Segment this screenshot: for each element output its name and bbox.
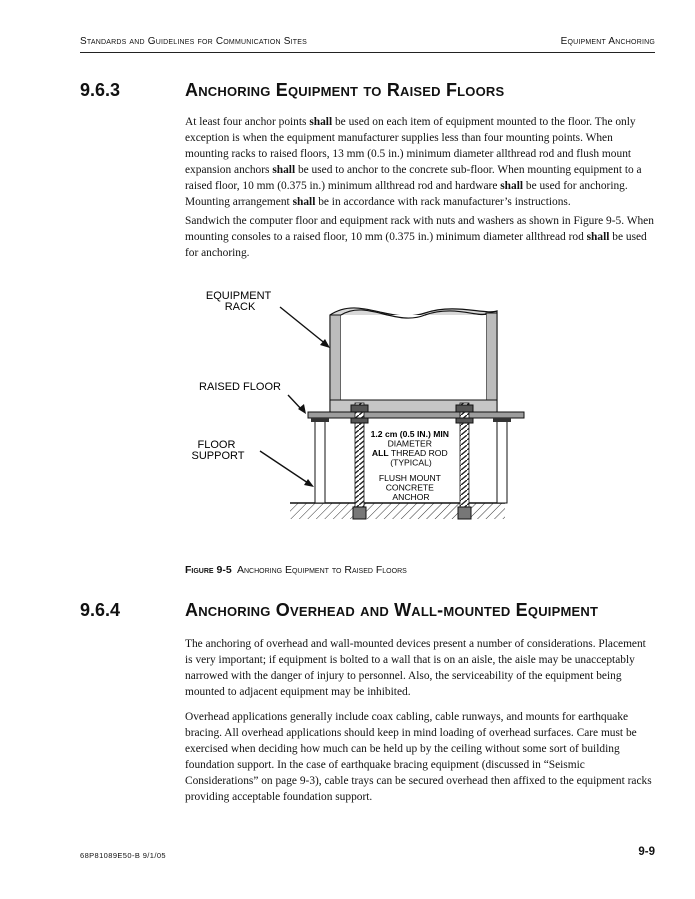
label-thread-rod: 1.2 cm (0.5 IN.) MIN DIAMETER ALL THREAD ROD (TYPICAL) [370,429,449,468]
header-chapter-title: Equipment Anchoring [560,36,655,47]
paragraph-964-2: Overhead applications generally include coax cabling, cable runways, and mounts for earthquake bracing. All overhead applications should keep in mind loading of overhead surfaces. Care must be exercised when deciding how much can be held up by the ceiling without some sort of building foundation support. In the case of earthquake bracing equipment (discussed in “Seismic Considerations” on page 9-3), cable trays can be secured overhead then affixed to the equipment racks providing acceptable foundation support. [185,711,652,803]
header-rule [80,52,655,53]
label-floor-support: FLOOR SUPPORT [191,439,245,462]
leader-support [260,451,311,485]
paragraph-964-1: The anchoring of overhead and wall-mounted devices present a number of considerations. Placement is very important; if equipment is bolted to a wall that is on an aisle, the aisle may be unacceptably narrowed with the danger of injury to personnel. Also, the serviceability of the equipment being mounted to adjacent equipment may be inhibited. [185,638,646,698]
leader-rack [280,307,327,345]
section-number-963: 9.6.3 [80,80,121,100]
paragraph-963-1: At least four anchor points shall be used on each item of equipment mounted to the floor. The only exception is when the equipment manufacturer supplies less than four mounting points. When mounting racks to raised floors, 13 mm (0.5 in.) minimum diameter allthread rod and flush mount expansion anchors shall be used to anchor to the concrete sub-floor. When mounting equipment to a raised floor, 10 mm (0.375 in.) minimum allthread rod and hardware shall be used for anchoring. Mounting arrangement shall be in accordance with rack manufacturer’s instructions. [185,116,642,208]
paragraph-963-2: Sandwich the computer floor and equipment rack with nuts and washers as shown in Figure 9-5. When mounting consoles to a raised floor, 10 mm (0.375 in.) minimum diameter allthread rod shall be used for anchoring. [185,215,654,259]
label-flush-anchor: FLUSH MOUNT CONCRETE ANCHOR [378,473,441,502]
label-raised-floor: RAISED FLOOR [199,381,281,393]
raised-floor-panel [308,412,524,418]
figure-caption [185,564,407,576]
figure-caption-text: Anchoring Equipment to Raised Floors [236,564,407,576]
equipment-rack [330,308,497,413]
footer-doc-id: 68P81089E50-B 9/1/05 [80,851,166,860]
section-number-964: 9.6.4 [80,600,121,620]
label-equipment-rack: EQUIPMENT RACK [205,290,272,313]
figure-caption-label: Figure 9-5 [185,564,232,576]
figure-anchoring-diagram [185,285,545,535]
section-title-964: Anchoring Overhead and Wall-mounted Equipment [185,600,599,620]
footer-page-number: 9-9 [638,846,655,858]
section-title-963: Anchoring Equipment to Raised Floors [185,80,505,100]
concrete-subfloor [290,503,505,519]
header-doc-title: Standards and Guidelines for Communication Sites [80,36,307,47]
